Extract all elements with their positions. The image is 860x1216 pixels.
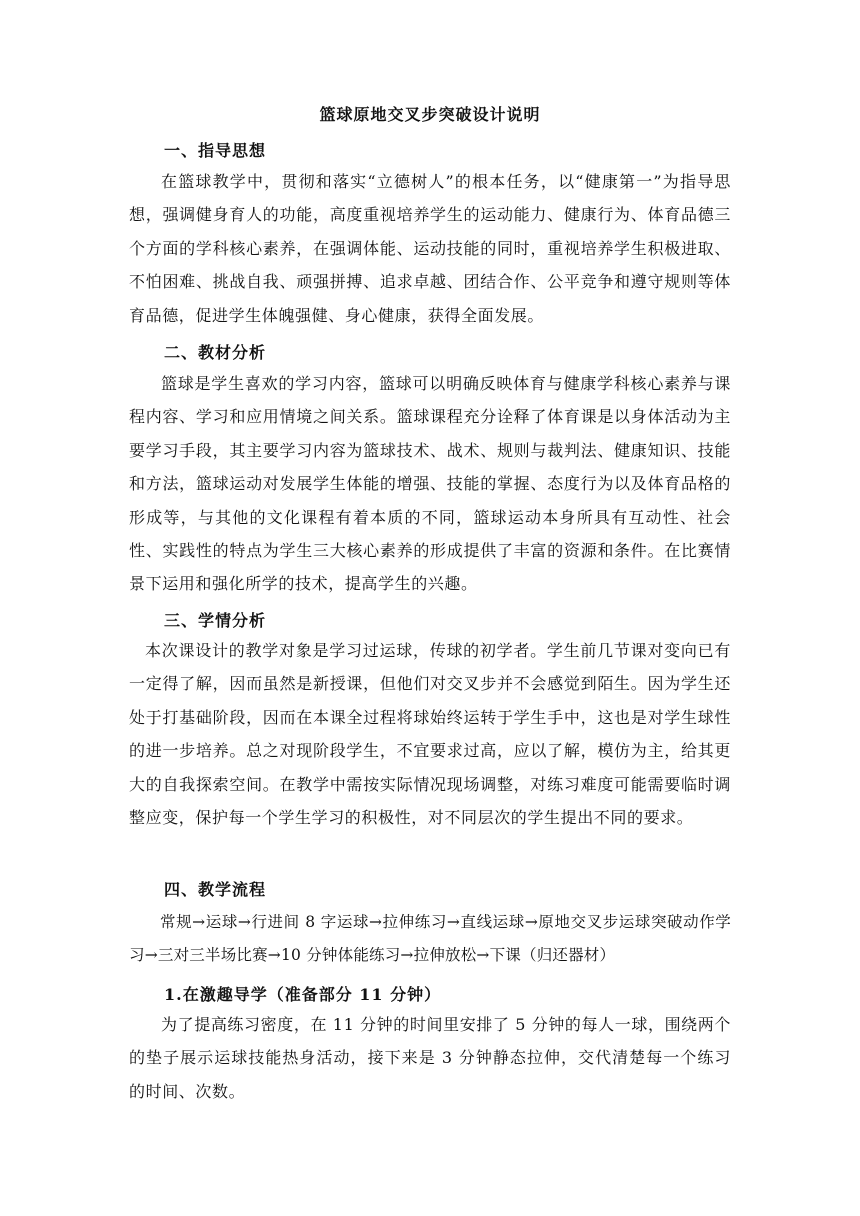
section-text-warmup: 为了提高练习密度，在 11 分钟的时间里安排了 5 分钟的每人一球，围绕两个的垫子展示运球技能热身活动，接下来是 3 分钟静态拉伸，交代清楚每一个练习的时间、次数。 xyxy=(129,1015,731,1101)
section-text-teaching-flow: 常规→运球→行进间 8 字运球→拉伸练习→直线运球→原地交叉步运球突破动作学习→三对三半场比赛→10 分钟体能练习→拉伸放松→下课（归还器材） xyxy=(129,913,731,965)
section-heading-learner-analysis: 三、学情分析 xyxy=(164,611,267,630)
section-heading-warmup: 1.在激趣导学（准备部分 11 分钟） xyxy=(164,985,442,1004)
section-heading-guiding-ideology: 一、指导思想 xyxy=(164,141,267,160)
section-text-learner-analysis: 本次课设计的教学对象是学习过运球，传球的初学者。学生前几节课对变向已有一定得了解，因而虽然是新授课，但他们对交叉步并不会感觉到陌生。因为学生还处于打基础阶段，因而在本课全过程将球始终运转于学生手中，这也是对学生球性的进一步培养。总之对现阶段学生，不宜要求过高，应以了解，模仿为主，给其更大的自我探索空间。在教学中需按实际情况现场调整，对练习难度可能需要临时调整应变，保护每一个学生学习的积极性，对不同层次的学生提出不同的要求。 xyxy=(129,641,731,828)
section-heading-material-analysis: 二、教材分析 xyxy=(164,343,267,362)
section-text-material-analysis: 篮球是学生喜欢的学习内容，篮球可以明确反映体育与健康学科核心素养与课程内容、学习和应用情境之间关系。篮球课程充分诠释了体育课是以身体活动为主要学习手段，其主要学习内容为篮球技术、战术、规则与裁判法、健康知识、技能和方法，篮球运动对发展学生体能的增强、技能的掌握、态度行为以及体育品格的形成等，与其他的文化课程有着本质的不同，篮球运动本身所具有互动性、社会性、实践性的特点为学生三大核心素养的形成提供了丰富的资源和条件。在比赛情景下运用和强化所学的技术，提高学生的兴趣。 xyxy=(129,374,731,594)
section-heading-teaching-flow: 四、教学流程 xyxy=(164,880,267,899)
document-title: 篮球原地交叉步突破设计说明 xyxy=(319,105,541,124)
section-text-guiding-ideology: 在篮球教学中，贯彻和落实“立德树人”的根本任务，以“健康第一”为指导思想，强调健身育人的功能，高度重视培养学生的运动能力、健康行为、体育品德三个方面的学科核心素养，在强调体能、运动技能的同时，重视培养学生积极进取、不怕困难、挑战自我、顽强拼搏、追求卓越、团结合作、公平竞争和遵守规则等体育品德，促进学生体魄强健、身心健康，获得全面发展。 xyxy=(129,172,731,325)
